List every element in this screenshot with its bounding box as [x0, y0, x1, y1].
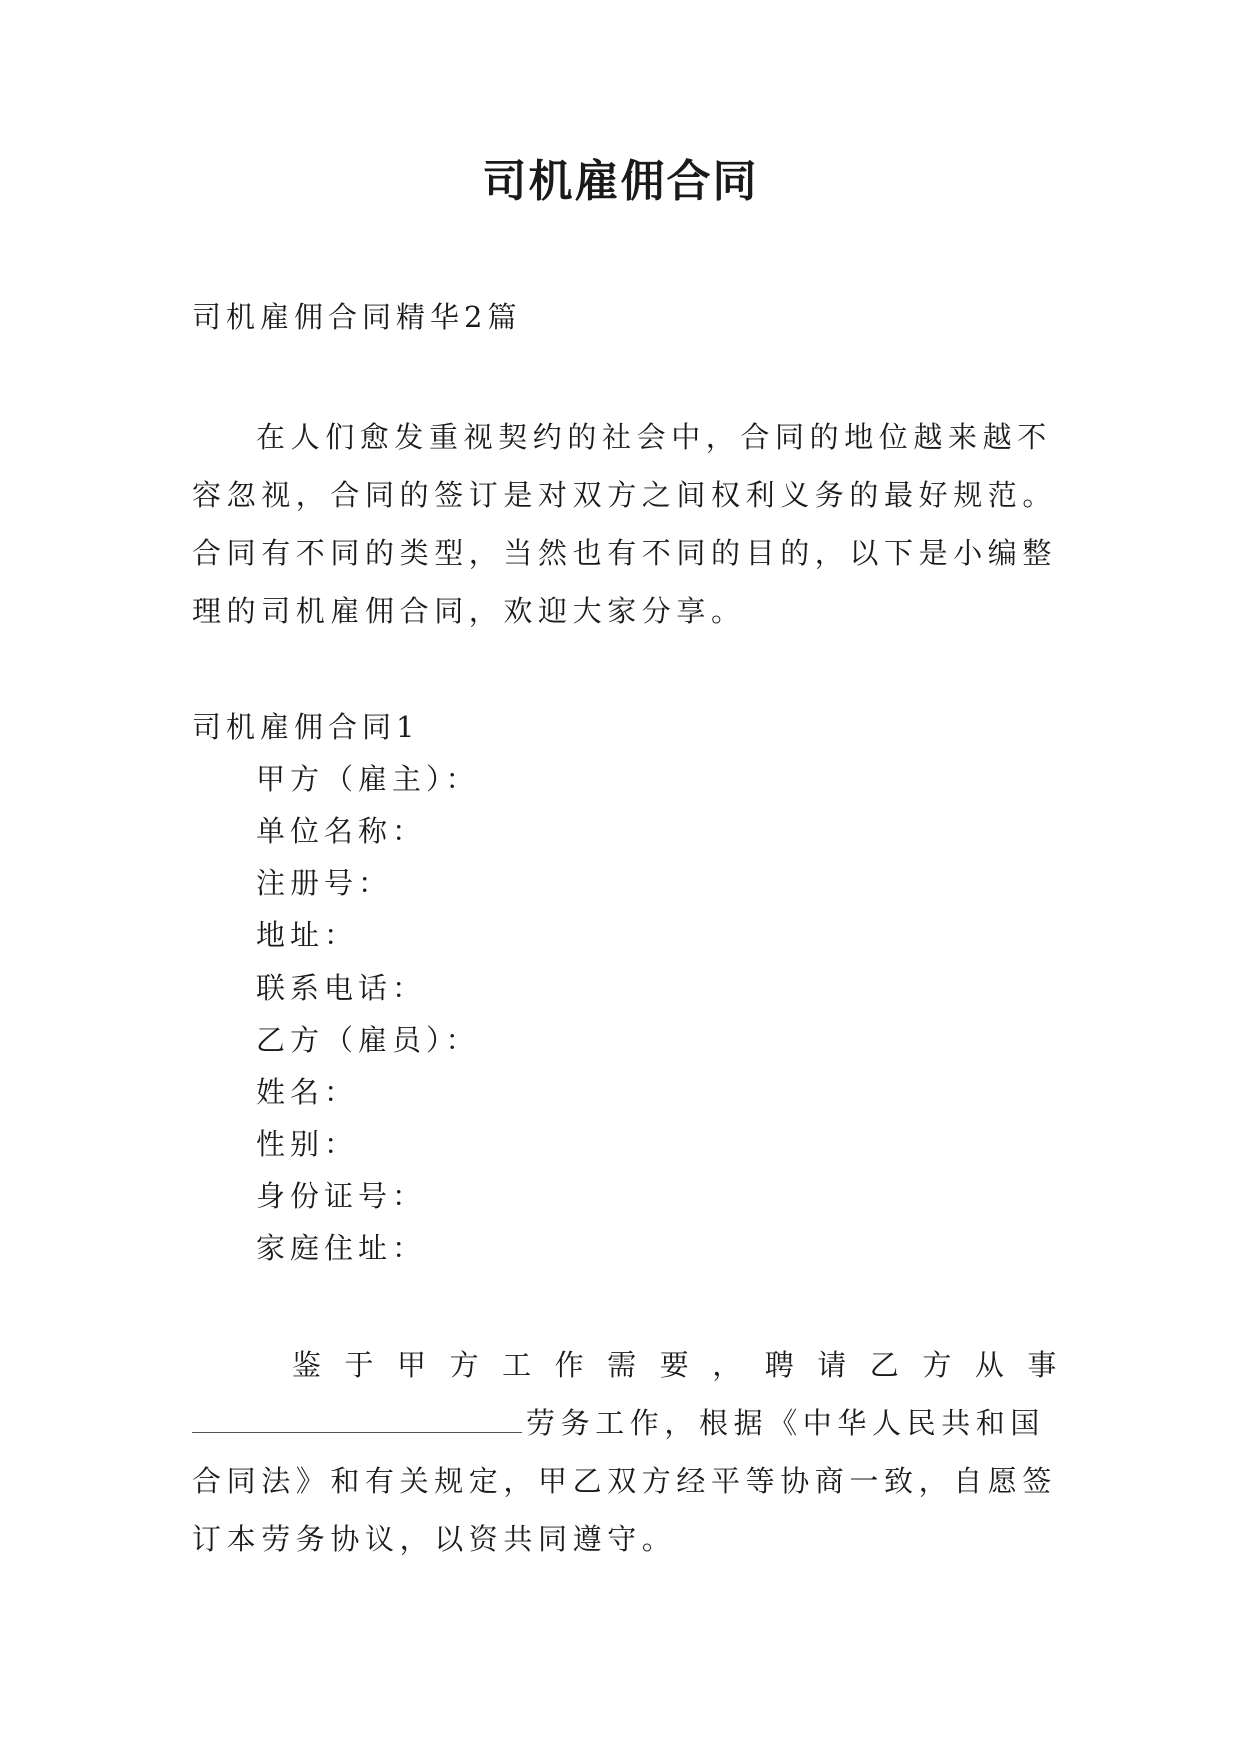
blank-line [192, 1402, 522, 1433]
document-title: 司机雇佣合同 [482, 156, 759, 207]
field-home-address: 家庭住址： [256, 1231, 427, 1265]
agreement-first-line: 鉴于甲方工作需要，聘请乙方从事 [292, 1348, 1062, 1382]
agreement-paragraph [192, 1336, 1062, 1568]
field-phone: 联系电话： [256, 971, 427, 1005]
section-heading: 司机雇佣合同1 [192, 710, 420, 744]
field-party-b: 乙方（雇员）： [256, 1023, 480, 1057]
field-id-number: 身份证号： [256, 1179, 427, 1213]
field-registration-number: 注册号： [256, 866, 393, 900]
intro-paragraph: 在人们愈发重视契约的社会中，合同的地位越来越不容忽视，合同的签订是对双方之间权利义务的最好规范。合同有不同的类型，当然也有不同的目的，以下是小编整理的司机雇佣合同，欢迎大家分享。 [192, 420, 1058, 628]
field-address: 地址： [256, 918, 359, 952]
document-subtitle: 司机雇佣合同精华2篇 [192, 300, 522, 334]
field-name: 姓名： [256, 1075, 359, 1109]
field-company-name: 单位名称： [256, 814, 427, 848]
agreement-rest: 劳务工作，根据《中华人民共和国合同法》和有关规定，甲乙双方经平等协商一致，自愿签订本劳务协议，以资共同遵守。 [192, 1406, 1058, 1556]
field-gender: 性别： [256, 1127, 359, 1161]
field-party-a: 甲方（雇主）： [256, 762, 480, 796]
